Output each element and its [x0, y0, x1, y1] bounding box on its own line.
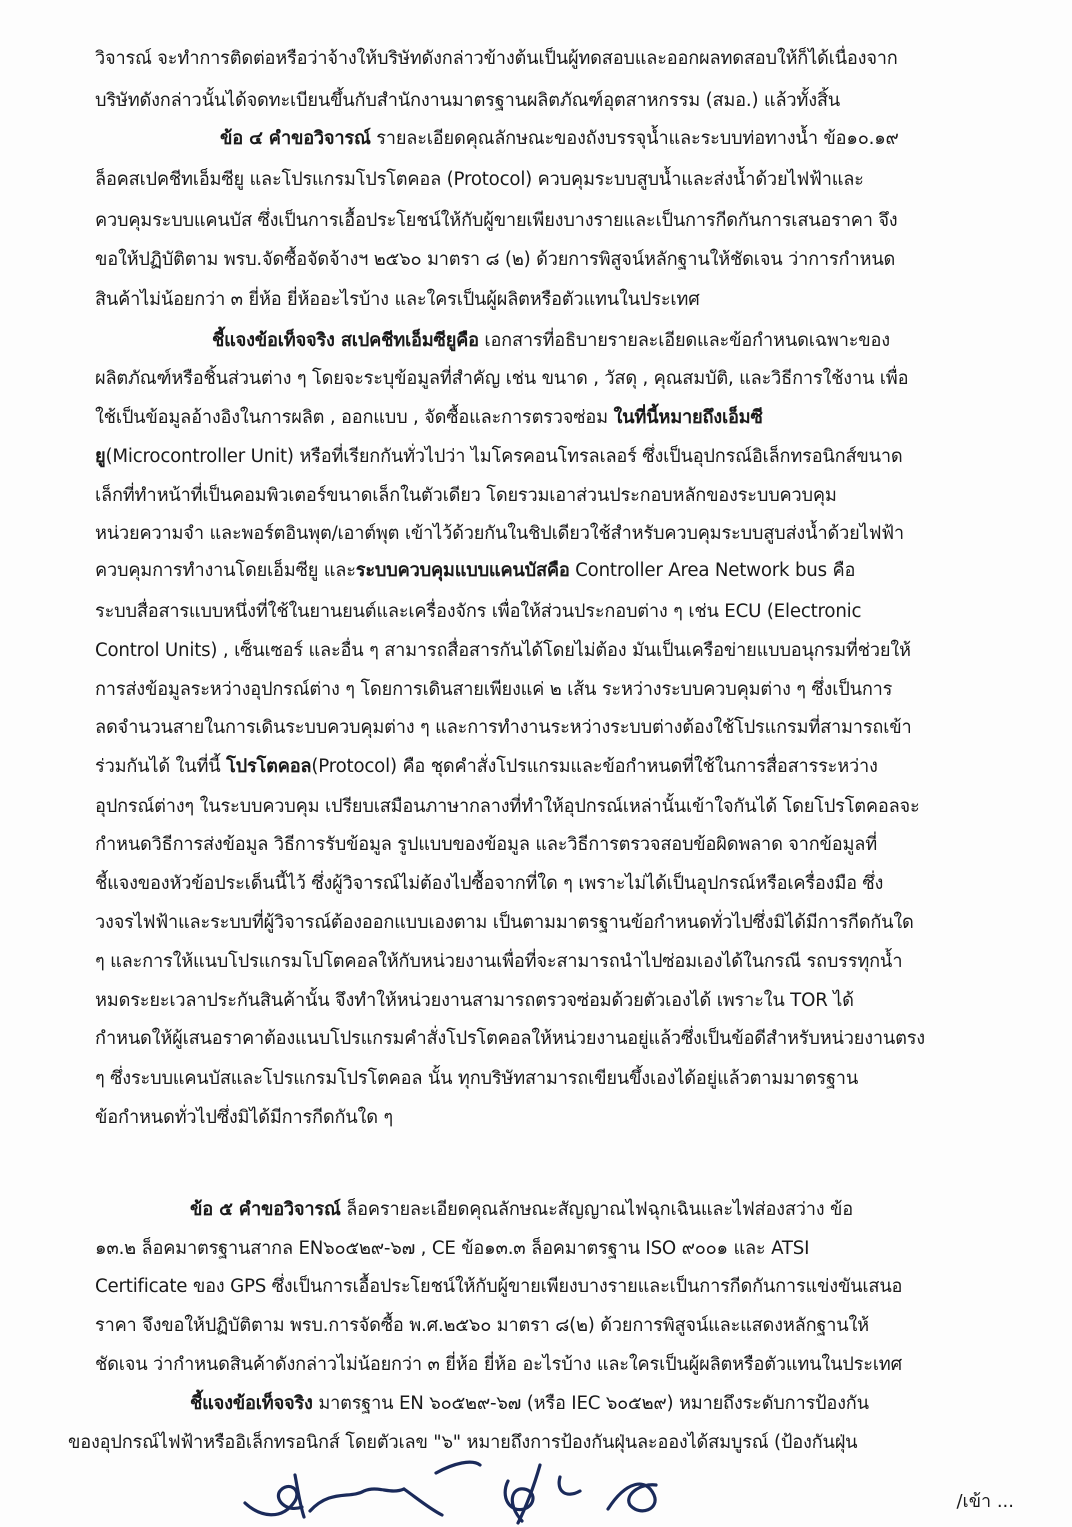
text-line: ผลิตภัณฑ์หรือชิ้นส่วนต่าง ๆ โดยจะระบุข้อมูลที่สำคัญ เช่น ขนาด , วัสดุ , คุณสมบัติ, และวิธีการใช้งาน เพื่อ — [95, 368, 909, 389]
text-line: กำหนดวิธีการส่งข้อมูล วิธีการรับข้อมูล รูปแบบของข้อมูล และวิธีการตรวจสอบข้อผิดพลาด จากข้อมูลที่ — [95, 834, 878, 855]
continuation-marker: /เข้า ... — [956, 1491, 1014, 1512]
text-line: ๑๓.๒ ล็อคมาตรฐานสากล EN๖๐๕๒๙-๖๗ , CE ข้อ๑๓.๓ ล็อคมาตรฐาน ISO ๙๐๐๑ และ ATSI — [95, 1238, 810, 1259]
text-line: Control Units) , เซ็นเซอร์ และอื่น ๆ สามารถสื่อสารกันได้โดยไม่ต้อง มันเป็นเครือข่ายแบบอนุกรมที่ช่วยให้ — [95, 640, 911, 661]
text-line: หมดระยะเวลาประกันสินค้านั้น จึงทำให้หน่วยงานสามารถตรวจซ่อมด้วยตัวเองได้ เพราะใน TOR ได้ — [95, 990, 854, 1011]
text-line: การส่งข้อมูลระหว่างอุปกรณ์ต่าง ๆ โดยการเดินสายเพียงแค่ ๒ เส้น ระหว่างระบบควบคุมต่าง ๆ ซึ่งเป็นการ — [95, 679, 893, 700]
text-line: บริษัทดังกล่าวนั้นได้จดทะเบียนขึ้นกับสำนักงานมาตรฐานผลิตภัณฑ์อุตสาหกรรม (สมอ.) แล้วทั้งสิ้น — [95, 90, 841, 111]
text-line: ชี้แจงข้อเท็จจริง สเปคชีทเอ็มซียูคือ เอกสารที่อธิบายรายละเอียดและข้อกำหนดเฉพาะของ — [212, 330, 890, 351]
text-line: อุปกรณ์ต่างๆ ในระบบควบคุม เปรียบเสมือนภาษากลางที่ทำให้อุปกรณ์เหล่านั้นเข้าใจกันได้ โดยโปรโตคอลจะ — [95, 796, 920, 817]
text-line: วิจารณ์ จะทำการติดต่อหรือว่าจ้างให้บริษัทดังกล่าวข้างต้นเป็นผู้ทดสอบและออกผลทดสอบให้ก็ได้เนื่องจาก — [95, 48, 898, 69]
text-line: ระบบสื่อสารแบบหนึ่งที่ใช้ในยานยนต์และเครื่องจักร เพื่อให้ส่วนประกอบต่าง ๆ เช่น ECU (Electronic — [95, 601, 862, 622]
text-line: ชี้แจงข้อเท็จจริง มาตรฐาน EN ๖๐๕๒๙-๖๗ (หรือ IEC ๖๐๕๒๙) หมายถึงระดับการป้องกัน — [190, 1393, 869, 1414]
text-line: ล็อคสเปคชีทเอ็มซียู และโปรแกรมโปรโตคอล (Protocol) ควบคุมระบบสูบน้ำและส่งน้ำด้วยไฟฟ้าและ — [95, 169, 864, 190]
text-line: วงจรไฟฟ้าและระบบที่ผู้วิจารณ์ต้องออกแบบเองตาม เป็นตามมาตรฐานข้อกำหนดทั่วไปซึ่งมิได้มีการกีดกันใด — [95, 912, 914, 933]
text-line: ข้อกำหนดทั่วไปซึ่งมิได้มีการกีดกันใด ๆ — [95, 1107, 393, 1128]
text-line: ๆ และการให้แนบโปรแกรมโปโตคอลให้กับหน่วยงานเพื่อที่จะสามารถนำไปซ่อมเองได้ในกรณี รถบรรทุกน้ำ — [95, 951, 903, 972]
text-line: ราคา จึงขอให้ปฏิบัติตาม พรบ.การจัดซื้อ พ.ศ.๒๕๖๐ มาตรา ๘(๒) ด้วยการพิสูจน์และแสดงหลักฐานให้ — [95, 1315, 869, 1336]
text-line: สินค้าไม่น้อยกว่า ๓ ยี่ห้อ ยี่ห้ออะไรบ้าง และใครเป็นผู้ผลิตหรือตัวแทนในประเทศ — [95, 289, 700, 310]
text-line: ชัดเจน ว่ากำหนดสินค้าดังกล่าวไม่น้อยกว่า ๓ ยี่ห้อ ยี่ห้อ อะไรบ้าง และใครเป็นผู้ผลิตหรือตัวแทนในประเทศ — [95, 1354, 902, 1375]
handwritten-signature — [240, 1455, 710, 1527]
text-line: ข้อ ๔ คำขอวิจารณ์ รายละเอียดคุณลักษณะของถังบรรจุน้ำและระบบท่อทางน้ำ ข้อ๑๐.๑๙ — [220, 128, 899, 149]
text-line: ข้อ ๕ คำขอวิจารณ์ ล็อครายละเอียดคุณลักษณะสัญญาณไฟฉุกเฉินและไฟส่องสว่าง ข้อ — [190, 1199, 854, 1220]
text-line: กำหนดให้ผู้เสนอราคาต้องแนบโปรแกรมคำสั่งโปรโตคอลให้หน่วยงานอยู่แล้วซึ่งเป็นข้อดีสำหรับหน่วยงานตรง — [95, 1028, 925, 1049]
text-line: ของอุปกรณ์ไฟฟ้าหรืออิเล็กทรอนิกส์ โดยตัวเลข "๖" หมายถึงการป้องกันฝุ่นละอองได้สมบูรณ์ (ป้องกันฝุ่น — [68, 1432, 858, 1453]
text-line: เล็กที่ทำหน้าที่เป็นคอมพิวเตอร์ขนาดเล็กในตัวเดียว โดยรวมเอาส่วนประกอบหลักของระบบควบคุม — [95, 485, 837, 506]
text-line: ใช้เป็นข้อมูลอ้างอิงในการผลิต , ออกแบบ , จัดซื้อและการตรวจซ่อม ในที่นี้หมายถึงเอ็มซี — [95, 407, 763, 428]
text-line: ขอให้ปฏิบัติตาม พรบ.จัดซื้อจัดจ้างฯ ๒๕๖๐ มาตรา ๘ (๒) ด้วยการพิสูจน์หลักฐานให้ชัดเจน ว่าการกำหนด — [95, 249, 896, 270]
text-line: ยู(Microcontroller Unit) หรือที่เรียกกันทั่วไปว่า ไมโครคอนโทรลเลอร์ ซึ่งเป็นอุปกรณ์อิเล็กทรอนิกส์ขนาด — [95, 446, 903, 467]
text-line: ควบคุมระบบแคนบัส ซึ่งเป็นการเอื้อประโยชน์ให้กับผู้ขายเพียงบางรายและเป็นการกีดกันการเสนอราคา จึง — [95, 210, 898, 231]
text-line: ร่วมกันได้ ในที่นี้ โปรโตคอล(Protocol) คือ ชุดคำสั่งโปรแกรมและข้อกำหนดที่ใช้ในการสื่อสารระหว่าง — [95, 756, 878, 777]
text-line: ๆ ซึ่งระบบแคนบัสและโปรแกรมโปรโตคอล นั้น ทุกบริษัทสามารถเขียนขึ้งเองได้อยู่แล้วตามมาตรฐาน — [95, 1068, 859, 1089]
text-line: ควบคุมการทำงานโดยเอ็มซียู และระบบควบคุมแบบแคนบัสคือ Controller Area Network bus คือ — [95, 560, 856, 581]
text-line: หน่วยความจำ และพอร์ตอินพุต/เอาต์พุต เข้าไว้ด้วยกันในชิปเดียวใช้สำหรับควบคุมระบบสูบส่งน้ำด้วยไฟฟ้า — [95, 523, 904, 544]
text-line: Certificate ของ GPS ซึ่งเป็นการเอื้อประโยชน์ให้กับผู้ขายเพียงบางรายและเป็นการกีดกันการแข่งขันเสนอ — [95, 1276, 903, 1297]
text-line: ลดจำนวนสายในการเดินระบบควบคุมต่าง ๆ และการทำงานระหว่างระบบต่างต้องใช้โปรแกรมที่สามารถเข้า — [95, 717, 912, 738]
text-line: ชี้แจงของหัวข้อประเด็นนี้ไว้ ซึ่งผู้วิจารณ์ไม่ต้องไปซื้อจากที่ใด ๆ เพราะไม่ได้เป็นอุปกรณ์หรือเครื่องมือ ซึ่ง — [95, 873, 884, 894]
